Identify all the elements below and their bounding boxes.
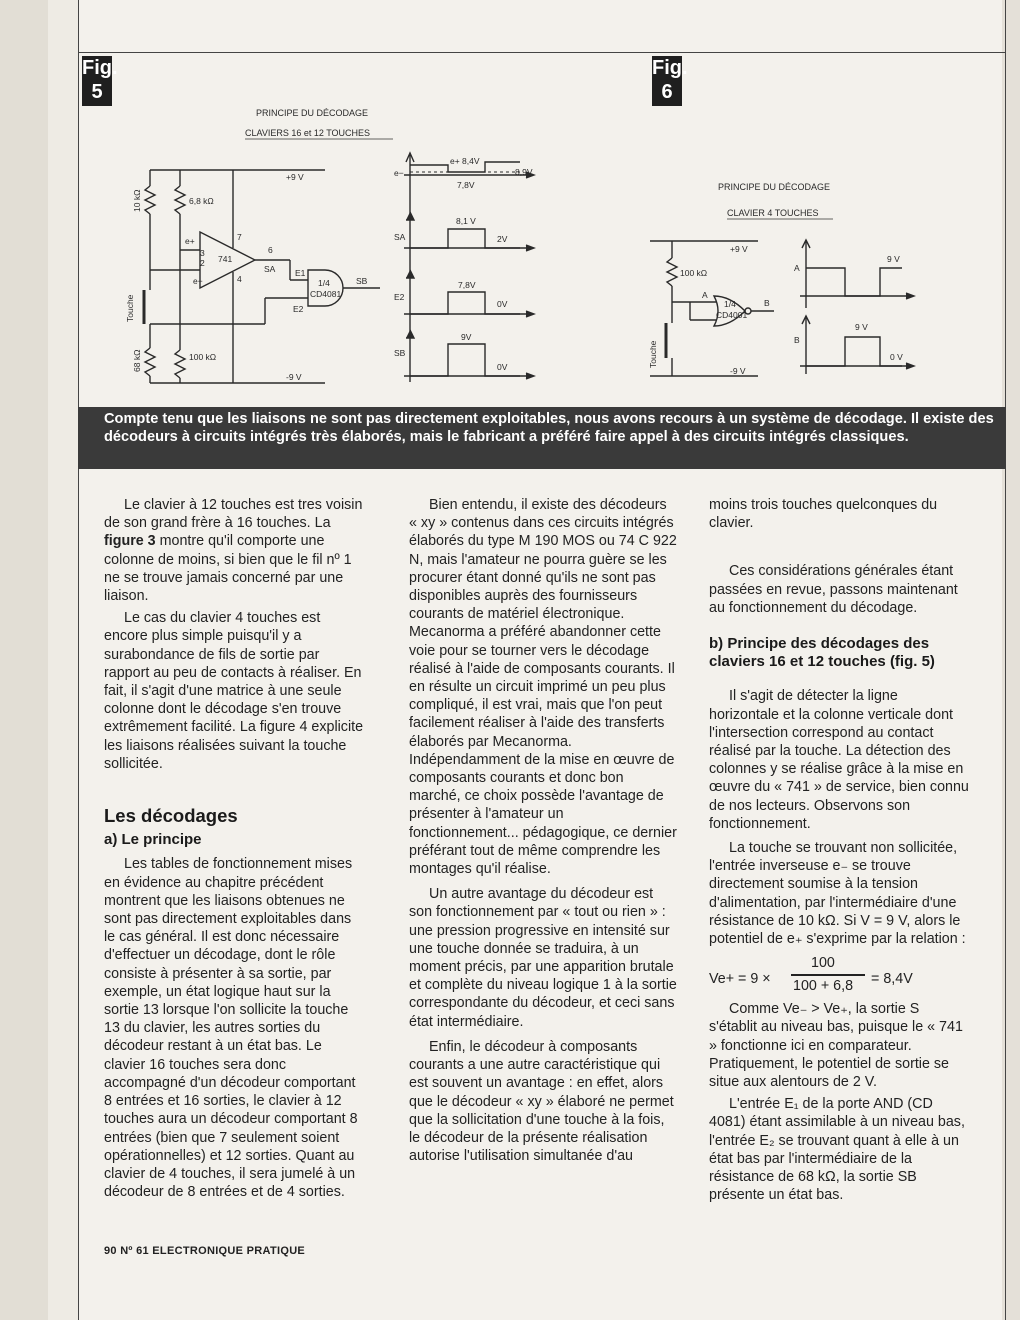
col3-paragraph-5: Comme Ve₋ > Ve₊, la sortie S s'établit au niveau bas, puisque le « 741 » fonctionne ici en comparateur. Pratiquement, le potentiel de sortie se situe aux alentours de 2 V.	[709, 1001, 963, 1091]
fig5-e2: E2	[293, 304, 304, 314]
fig5-schematic	[144, 170, 380, 383]
equation-numerator: 100	[811, 955, 835, 972]
fig6-wave-a: A	[794, 263, 800, 273]
fig5-sa: SA	[264, 264, 276, 274]
fig6-gate-1: 1/4	[724, 299, 736, 309]
figures-diagram	[0, 0, 1020, 405]
fig5-wave-row4-label: SB	[394, 348, 406, 358]
equation-denominator: 100 + 6,8	[793, 978, 854, 995]
fig6-title-2: CLAVIER 4 TOUCHES	[727, 208, 819, 218]
fig5-wave-row1-label: e−	[394, 168, 404, 178]
fig6-wave-b: B	[794, 335, 800, 345]
col1-p1-text-a: Le clavier à 12 touches est tres voisin de son grand frère à 16 touches. La	[104, 497, 363, 532]
subsection-heading-a: a) Le principe	[104, 831, 202, 849]
fig6-supply-neg: -9 V	[730, 366, 746, 376]
fig5-sb: SB	[356, 276, 368, 286]
fig5-wave-row4-top: 9V	[461, 332, 472, 342]
fig6-badge-word: Fig.	[652, 57, 688, 79]
fig5-supply-pos: +9 V	[286, 172, 304, 182]
fig5-r2-label: 6,8 kΩ	[189, 196, 214, 206]
col1-paragraph-2: Le cas du clavier 4 touches est encore plus simple puisqu'il y a surabondance de fils de sortie par rapport au peu de contacts à réaliser. En fait, il s'agit d'une matrice à une seule colonne dont le décodage s'en trouve extrêmement facilité. La figure 4 explicite les liaisons réalisées suivant la touche sollicitée.	[104, 610, 364, 772]
fig6-r1-label: 100 kΩ	[680, 268, 708, 278]
fig5-opamp-label: 741	[218, 254, 233, 264]
col1-p1-bold: figure 3	[104, 533, 156, 550]
col3-paragraph-3: Il s'agit de détecter la ligne horizontale et la colonne verticale dont l'intersection correspond au contact réalisé par la touche. La détection des colonnes y se réalise grâce à la mise en œuvre du « 741 » de service, bien connu de nos lecteurs. Observons son fonctionnement.	[709, 688, 969, 832]
col3-paragraph-6: L'entrée E₁ de la porte AND (CD 4081) étant assimilable à un niveau bas, l'entrée E₂ se trouvant quant à elle à un état bas par l'intermédiaire de la résistance de 68 kΩ, la sortie SB présente un état bas.	[709, 1096, 965, 1204]
caption-text: Compte tenu que les liaisons ne sont pas directement exploitables, nous avons recours à un système de décodage. Il existe des décodeurs à circuits intégrés très élaborés, mais le fabricant a préféré faire appel à des circuits intégrés classiques.	[104, 411, 994, 445]
fig6-node-a: A	[702, 290, 708, 300]
fig5-pin4: 4	[237, 274, 242, 284]
fig5-wave-row1-right: 8,9V	[515, 167, 533, 177]
col3-paragraph-1: moins trois touches quelconques du clavier.	[709, 497, 938, 532]
fig5-e1: E1	[295, 268, 306, 278]
fig5-r4-label: 100 kΩ	[189, 352, 217, 362]
fig6-schematic	[650, 240, 914, 376]
equation-lhs: Ve+ = 9 ×	[709, 971, 771, 988]
subsection-heading-b: b) Principe des décodages des claviers 16 et 12 touches (fig. 5)	[709, 635, 935, 671]
col2-paragraph-2: Un autre avantage du décodeur est son fonctionnement par « tout ou rien » : une pression progressive en intensité sur une touche donnée se traduira, à un moment précis, par une apparition brutale et complète du niveau logique 1 à la sortie correspondante du décodeur, et ceci sans état intermédiaire.	[409, 886, 677, 1030]
col2-paragraph-1: Bien entendu, il existe des décodeurs « xy » contenus dans ces circuits intégrés élaborés du type M 190 MOS ou 74 C 922 N, mais l'amateur ne pourra guère se les procurer étant donné qu'ils ne sont pas disponibles auprès des fournisseurs courants de matériel électronique. Mecanorma a préféré abandonner cette voie pour se tourner vers le décodage réalisé à l'aide de composants courants. Il en résulte un circuit imprimé un peu plus compliqué, il est vrai, mais que l'on peut facilement réaliser à l'aide des transferts élaborés par Mecanorma. Indépendamment de la mise en œuvre de composants courants et donc bon marché, ce choix possède l'avantage de présenter à l'amateur un fonctionnement... pédagogique, ce dernier préférant tout de même comprendre les montages qu'il réalise.	[409, 497, 677, 878]
fig5-wave-row3-top: 7,8V	[458, 280, 476, 290]
fig5-badge-word: Fig.	[82, 57, 118, 79]
col3-paragraph-4: La touche se trouvant non sollicitée, l'entrée inverseuse e₋ se trouve directement soumise à la tension d'alimentation, par l'intermédiaire d'une résistance de 10 kΩ. Si V = 9 V, alors le potentiel de e₊ s'exprime par la relation :	[709, 840, 966, 948]
fig5-title-1: PRINCIPE DU DÉCODAGE	[256, 108, 369, 118]
fig5-eminus: e−	[193, 276, 203, 286]
fraction-bar	[791, 974, 865, 975]
column-2	[409, 496, 677, 1165]
fig5-wave-row3-right: 0V	[497, 299, 508, 309]
fig5-wave-row4-right: 0V	[497, 362, 508, 372]
equation	[709, 948, 971, 1000]
fig5-title-2: CLAVIERS 16 et 12 TOUCHES	[245, 128, 371, 138]
fig5-pin7: 7	[237, 232, 242, 242]
column-3	[709, 496, 971, 1205]
fig6-supply-pos: +9 V	[730, 244, 748, 254]
page-footer: 90 Nº 61 ELECTRONIQUE PRATIQUE	[104, 1245, 306, 1257]
fig5-wave-row3-label: E2	[394, 292, 405, 302]
fig5-wave-row2-right: 2V	[497, 234, 508, 244]
fig5-wave-row1-top: e+ 8,4V	[450, 156, 480, 166]
fig6-title-1: PRINCIPE DU DÉCODAGE	[718, 182, 831, 192]
fig5-pin2: 2	[200, 258, 205, 268]
equation-rhs: = 8,4V	[871, 971, 913, 988]
col1-p1-text-c: montre qu'il comporte une colonne de moins, si bien que le fil nº 1 ne se trouve jamais concerné par une liaison.	[104, 533, 352, 605]
fig6-out-b: B	[764, 298, 770, 308]
fig6-wave-b-top: 9 V	[855, 322, 868, 332]
col3-paragraph-2: Ces considérations générales étant passées en revue, passons maintenant au fonctionnement du décodage.	[709, 563, 958, 616]
fig5-supply-neg: -9 V	[286, 372, 302, 382]
fig5-pin3: 3	[200, 248, 205, 258]
fig5-wave-row1-low: 7,8V	[457, 180, 475, 190]
section-heading: Les décodages	[104, 805, 238, 827]
fig6-badge-num: 6	[661, 81, 673, 103]
fig5-wave-row2-label: SA	[394, 232, 406, 242]
col1-paragraph-3: Les tables de fonctionnement mises en évidence au chapitre précédent montrent que les liaisons obtenues ne sont pas directement exploitables dans le cas général. Il est donc nécessaire d'effectuer un décodage, dont le rôle consiste à présenter à sa sortie, par exemple, un état logique haut sur la sortie 13 lorsque l'on sollicite la touche 13 du clavier, les autres sorties du décodeur restant à un état bas. Le clavier 16 touches sera donc accompagné d'un décodeur comportant 8 entrées et 16 sorties, le clavier à 12 touches aura un décodeur comportant 8 entrées (bien que 7 seulement soient opérationnelles) et 12 sorties. Quant au clavier de 4 touches, il sera jumelé à un décodeur de 8 entrées et de 4 sorties.	[104, 856, 358, 1201]
fig5-eplus: e+	[185, 236, 195, 246]
fig6-touch-label: Touche	[648, 340, 658, 368]
fig5-touch-label: Touche	[125, 294, 135, 322]
fig5-gate-2: CD4081	[310, 289, 342, 299]
fig5-badge-num: 5	[91, 81, 103, 103]
fig5-r3-label: 68 kΩ	[132, 349, 142, 372]
fig5-pin6: 6	[268, 245, 273, 255]
fig5-wave-row2-top: 8,1 V	[456, 216, 476, 226]
fig6-wave-b-low: 0 V	[890, 352, 903, 362]
fig6-wave-a-top: 9 V	[887, 254, 900, 264]
column-1	[104, 496, 366, 1201]
fig5-r1-label: 10 kΩ	[132, 189, 142, 212]
fig6-gate-2: CD4001	[716, 310, 748, 320]
col2-paragraph-3: Enfin, le décodeur à composants courants a une autre caractéristique qui est souvent un avantage : en effet, alors que le décodeur « xy » élaboré ne permet que la sollicitation d'une touche à la fois, le décodeur de la présente réalisation autorise l'utilisation simultanée d'au	[409, 1038, 674, 1165]
col1-paragraph-1	[104, 496, 366, 605]
fig5-gate-1: 1/4	[318, 278, 330, 288]
